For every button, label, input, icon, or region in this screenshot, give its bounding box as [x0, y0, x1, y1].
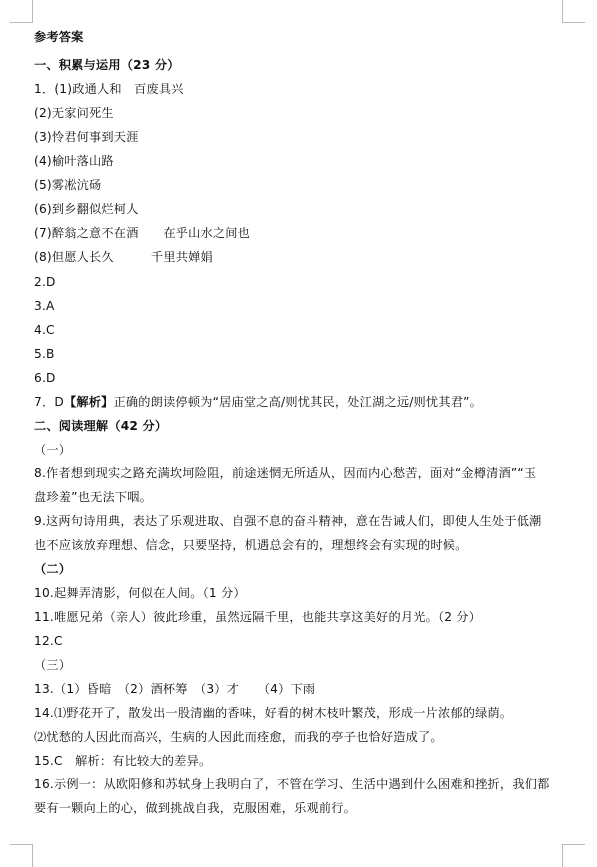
analysis-text: 正确的朗读停顿为“居庙堂之高/则忧其民，处江湖之远/则忧其君”。: [113, 395, 482, 409]
answer-line: (6)到乡翻似烂柯人: [34, 202, 139, 216]
answer-line: 6.D: [34, 371, 56, 385]
answer-line: 16.示例一：从欧阳修和苏轼身上我明白了，不管在学习、生活中遇到什么困难和挫折，我们都: [34, 777, 550, 791]
answer-line: 1．(1)政通人和 百废具兴: [34, 82, 184, 96]
answer-line: ⑵忧愁的人因此而高兴，生病的人因此而痊愈，而我的亭子也恰好造成了。: [34, 730, 443, 744]
answer-line: (3)怜君何事到天涯: [34, 130, 139, 144]
answer-line: 8.作者想到现实之路充满坎坷险阻，前途迷惘无所适从，因而内心愁苦，面对“金樽清酒”“玉: [34, 466, 537, 480]
answer-line: 12.C: [34, 634, 63, 648]
section-heading: 二、阅读理解（42 分）: [34, 419, 168, 433]
answer-line: 3.A: [34, 299, 55, 313]
answer-line: 11.唯愿兄弟（亲人）彼此珍重，虽然远隔千里，也能共享这美好的月光。（2 分）: [34, 610, 482, 624]
answer-line: 15.C 解析：有比较大的差异。: [34, 754, 212, 768]
answer-line: 4.C: [34, 323, 55, 337]
page-corner-mark: [562, 844, 585, 867]
answer-line: 9.这两句诗用典，表达了乐观进取、自强不息的奋斗精神，意在告诫人们，即使人生处于低潮: [34, 514, 542, 528]
part-heading: （三）: [34, 658, 72, 672]
answer-line: (4)榆叶落山路: [34, 154, 114, 168]
answer-line: 2.D: [34, 275, 56, 289]
answer-line: (2)无家问死生: [34, 106, 114, 120]
answer-line: 14.⑴野花开了，散发出一股清幽的香味，好看的树木枝叶繁茂，形成一片浓郁的绿荫。: [34, 706, 513, 720]
answer-line: (8)但愿人长久 千里共婵娟: [34, 250, 213, 264]
answer-line: 5.B: [34, 347, 55, 361]
answer-line: (7)醉翁之意不在酒 在乎山水之间也: [34, 226, 251, 240]
section-heading: 一、积累与运用（23 分）: [34, 58, 180, 72]
answer-line: 13.（1）昏暗 （2）酒杯筹 （3）才 （4）下雨: [34, 682, 316, 696]
answer-line: 要有一颗向上的心，做到挑战自我，克服困难，乐观前行。: [34, 801, 357, 815]
part-heading: （一）: [34, 443, 72, 457]
answer-line: 10.起舞弄清影，何似在人间。（1 分）: [34, 586, 246, 600]
answer-number: 7．D: [34, 395, 64, 409]
page-corner-mark: [10, 0, 33, 23]
part-heading: （二）: [34, 562, 72, 576]
page-title: 参考答案: [34, 30, 84, 44]
analysis-tag: 【解析】: [63, 395, 114, 409]
answer-line: (5)雾凇沆砀: [34, 178, 102, 192]
answer-line: [34, 394, 482, 410]
answer-line: 也不应该放弃理想、信念，只要坚持，机遇总会有的，理想终会有实现的时候。: [34, 538, 468, 552]
page-corner-mark: [562, 0, 585, 23]
page-corner-mark: [10, 844, 33, 867]
answer-line: 盘珍羞”也无法下咽。: [34, 490, 153, 504]
